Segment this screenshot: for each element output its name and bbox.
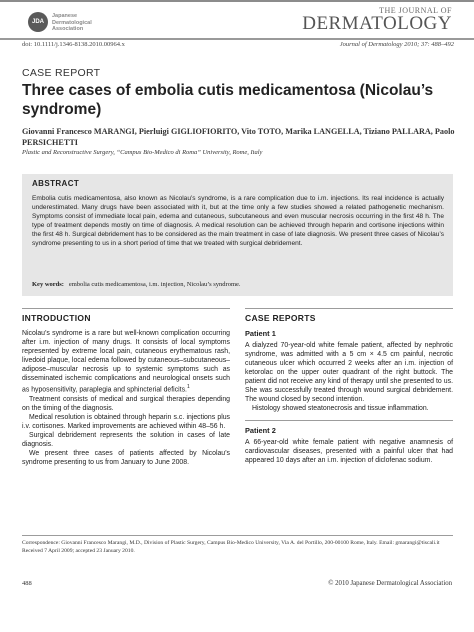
- patient2-paragraph: A 66-year-old white female patient with negative anamnesis of cardiovascular diseases, presented with a painful ulcer that had appeared 10 days after an i.m. injection of diclofenac sodium.: [245, 439, 453, 465]
- logo-line: Dermatological: [52, 19, 92, 26]
- abstract-heading: ABSTRACT: [32, 179, 80, 188]
- correspondence-note: [22, 540, 447, 556]
- page-number: 488: [22, 580, 32, 587]
- jda-logo-text: [52, 13, 92, 33]
- patient1-paragraph: Histology showed steatonecrosis and tissue inflammation.: [252, 405, 429, 413]
- patient1-heading: Patient 1: [245, 329, 276, 338]
- keywords-label: Key words:: [32, 281, 64, 288]
- article-title: Three cases of embolia cutis medicamentosa (Nicolau’s syndrome): [22, 82, 434, 118]
- copyright: © 2010 Japanese Dermatological Association: [328, 580, 452, 587]
- keywords-list: embolia cutis medicamentosa, i.m. injection, Nicolau’s syndrome.: [68, 281, 241, 288]
- logo-line: Japanese: [52, 13, 78, 19]
- intro-paragraph: Surgical debridement represents the solution in cases of late diagnosis.: [22, 431, 230, 448]
- received-dates: Received 7 April 2009; accepted 23 January 2010.: [22, 547, 135, 554]
- logo-line: Association: [52, 26, 84, 32]
- intro-paragraph: [22, 329, 230, 395]
- section-label: CASE REPORT: [22, 67, 101, 79]
- intro-paragraph: Treatment consists of medical and surgical therapies depending on the timing of the diagnosis.: [22, 395, 230, 412]
- header-top-rule: [0, 0, 474, 2]
- citation: Journal of Dermatology 2010; 37: 488–492: [339, 41, 454, 48]
- affiliation: Plastic and Reconstructive Surgery, “Campus Bio-Medico di Roma” University, Rome, Italy: [22, 149, 263, 156]
- intro-paragraph: Medical resolution is obtained through heparin s.c. injections plus i.v. cortisones. Marked improvements are achieved within 48–56 h.: [22, 413, 230, 430]
- patient1-paragraph: A dialyzed 70-year-old white female patient, affected by nephrotic syndrome, was admitted with a 5 cm × 4.5 cm painful, necrotic cutaneous ulcer which occurred 2 weeks after an i.m. injection of ketorolac on the upper outer quadrant of the right buttock. The patient did not receive any kind of therapy until she presented to us. She was successfully treated through wound surgical debridement. The wound closed by second intention.: [245, 342, 453, 404]
- intro-rule: [22, 308, 230, 309]
- case-reports-rule: [245, 308, 453, 309]
- case-reports-heading: CASE REPORTS: [245, 313, 316, 323]
- intro-paragraph-text: Nicolau’s syndrome is a rare but well-known complication occurring after i.m. injection of many drugs. It consists of local symptoms represented by extreme local pain, cutaneous erythematous rash, livedoid plaque, local edema followed by cutaneous–subcutaneous–adipose–muscular necrosis up to systemic symptoms such as disseminated ischemic complications and neurological onsets such as hyposensitivity, paraplegia and sphincterial deficits.: [22, 330, 230, 394]
- journal-name: DERMATOLOGY: [302, 13, 452, 34]
- footnote-ref[interactable]: 1: [186, 384, 190, 391]
- correspondence-text: Correspondence: Giovanni Francesco Marangi, M.D., Division of Plastic Surgery, Campus Bio-Medico University, Via A. del Portillo, 200-00100 Rome, Italy. Email: gmarangi@tiscali.it: [22, 540, 440, 546]
- header-rule: [0, 38, 474, 40]
- doi[interactable]: doi: 10.1111/j.1346-8138.2010.00964.x: [22, 41, 125, 48]
- abstract-text: Embolia cutis medicamentosa, also known as Nicolau’s syndrome, is a rare complication due to i.m. injections. Its real incidence is actually underestimated. Many drugs have been associated with it, but at the time only a few studies showed a related pathogenetic mechanism. Symptoms consist of immediate local pain, edema and cutaneous, subcutaneous and even muscular necrosis occurring in the first 48 h. The type of treatment depends mostly on time of diagnosis. A medical resolution can be achieved through heparin and cortisone injections within the first 48 h. Surgical debridement has to be considered as the main treatment in case of late diagnosis. We present three cases of Nicolau’s syndrome presenting to us in a short period of time that we treated with surgical debridement.: [32, 195, 444, 248]
- journal-top-label: THE JOURNAL OF: [379, 6, 452, 15]
- jda-logo-icon: JDA: [28, 12, 48, 32]
- intro-paragraph: We present three cases of patients affected by Nicolau’s syndrome presenting to us from January to June 2008.: [22, 449, 230, 466]
- patient2-heading: Patient 2: [245, 426, 276, 436]
- patient-divider: [245, 420, 453, 421]
- authors: Giovanni Francesco MARANGI, Pierluigi GIGLIOFIORITO, Vito TOTO, Marika LANGELLA, Tiziano PALLARA, Paolo PERSICHETTI: [22, 127, 455, 147]
- footer-rule: [22, 535, 453, 536]
- case-reports-body: [245, 329, 453, 466]
- intro-body: [22, 329, 230, 467]
- keywords: [32, 281, 444, 288]
- intro-heading: INTRODUCTION: [22, 313, 91, 323]
